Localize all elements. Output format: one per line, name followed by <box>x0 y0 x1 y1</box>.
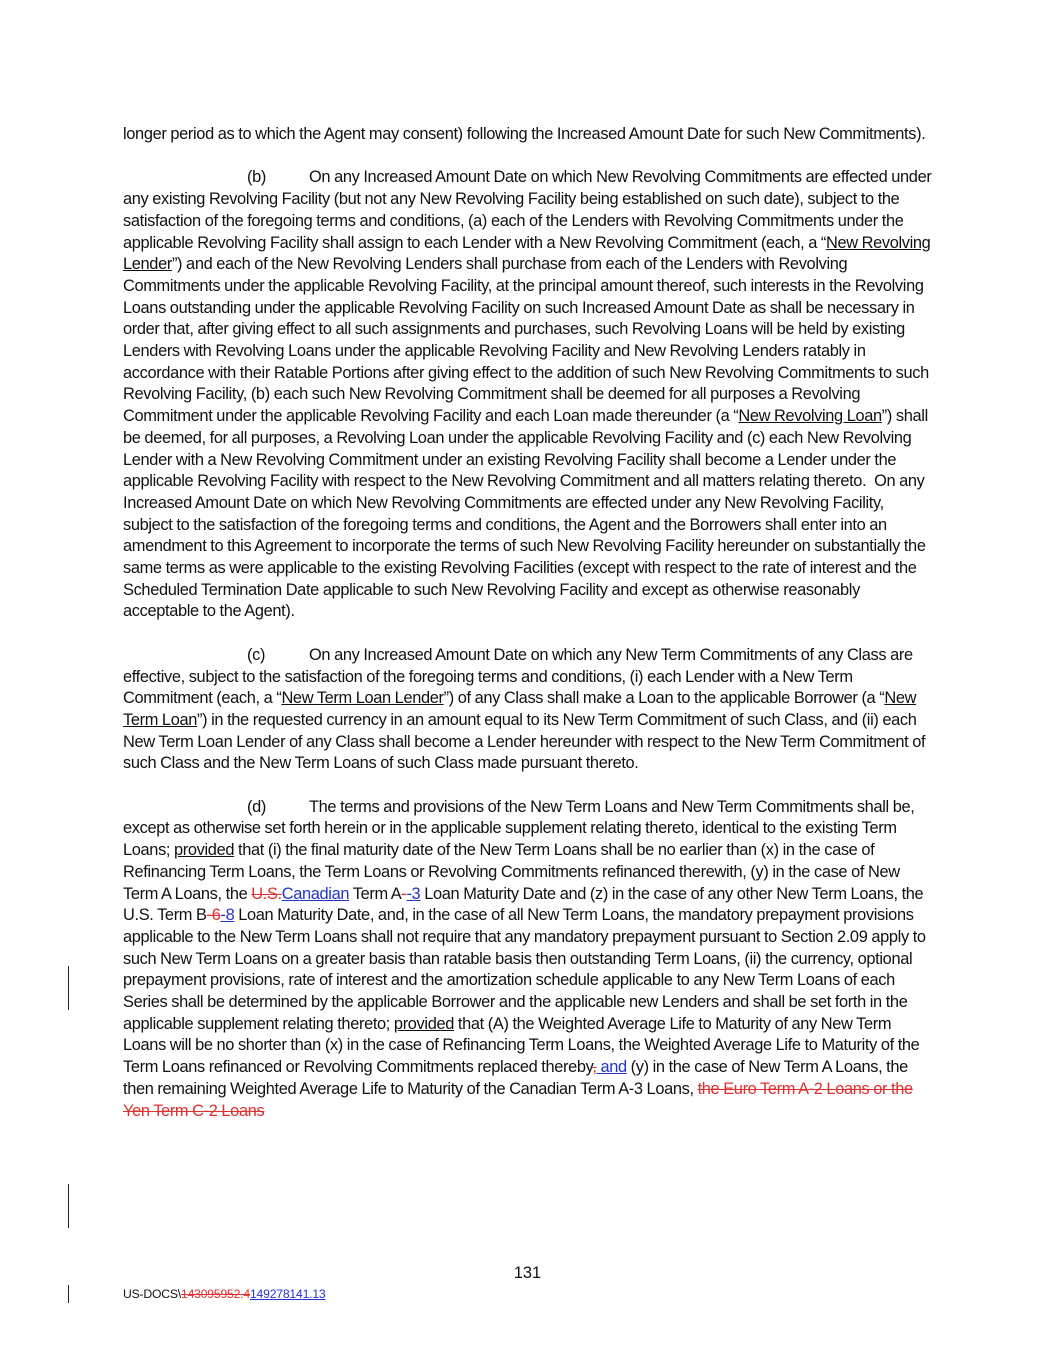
deleted-text: , <box>592 1058 597 1077</box>
doc-id-inserted: 149278141.13 <box>249 1287 326 1301</box>
deleted-text: the Euro Term A-2 Loans or the Yen Term C-2 Loans <box>123 1079 913 1120</box>
defined-term: New Revolving Loan <box>738 407 882 426</box>
change-bar <box>68 1285 69 1303</box>
text: ”) of any Class shall make a Loan to the applicable Borrower (a “ <box>443 689 885 708</box>
text: The terms and provisions of the New Term Loans and New Term Commitments shall be, except as otherwise set forth herein or in the applicable supplement relating thereto, identical to the existing Term Loans; <box>123 797 915 860</box>
paragraph-c <box>123 645 933 775</box>
defined-term: New Revolving Lender <box>123 233 931 274</box>
text: ”) shall be deemed, for all purposes, a Revolving Loan under the applicable Revolving Facility and (c) each New Revolving Lender with a New Revolving Commitment under an existing Revolving Facility shall become a Lender under the applicable Revolving Facility with respect to the New Revolving Commitment and all matters relating thereto. On any Increased Amount Date on which New Revolving Commitments are effected under any New Revolving Facility, subject to the satisfaction of the foregoing terms and conditions, the Agent and the Borrowers shall enter into an amendment to this Agreement to incorporate the terms of such New Revolving Facility hereunder on substantially the same terms as were applicable to the existing Revolving Facilities (except with respect to the rate of interest and the Scheduled Termination Date applicable to such New Revolving Facility and except as otherwise reasonably acceptable to the Agent). <box>123 407 928 621</box>
text: Loan Maturity Date and (z) in the case of any other New Term Loans, the U.S. Term B <box>123 884 924 925</box>
deleted-text: U.S. <box>251 884 282 903</box>
paragraph-label: (b) <box>247 168 266 187</box>
document-id <box>123 1287 326 1301</box>
change-bar <box>68 966 69 1010</box>
emphasis-provided: provided <box>393 1014 454 1033</box>
text: Term A <box>349 884 402 903</box>
deleted-text: - <box>401 884 407 903</box>
doc-id-prefix: US-DOCS\ <box>123 1287 181 1301</box>
text: longer period as to which the Agent may consent) following the Increased Amount Date for such New Commitments). <box>123 125 926 143</box>
text: ”) in the requested currency in an amount equal to its New Term Commitment of such Class, and (ii) each New Term Loan Lender of any Class shall become a Lender hereunder with respect to the New Term Commitment of such Class and the New Term Loans of such Class made pursuant thereto. <box>123 710 926 773</box>
text: On any Increased Amount Date on which any New Term Commitments of any Class are effective, subject to the satisfaction of the foregoing terms and conditions, (i) each Lender with a New Term Commitment (each, a “ <box>123 645 913 708</box>
emphasis-provided: provided <box>174 841 235 860</box>
deleted-text: -6 <box>206 906 221 925</box>
text: ”) and each of the New Revolving Lenders shall purchase from each of the Lenders with Revolving Commitments under the applicable Revolving Facility, at the principal amount thereof, such interests in the Revolving Loans outstanding under the applicable Revolving Facility on such Increased Amount Date as shall be necessary in order that, after giving effect to all such assignments and purchases, such Revolving Loans will be held by existing Lenders with Revolving Loans under the applicable Revolving Facility and New Revolving Lenders ratably in accordance with their Ratable Portions after giving effect to the addition of such New Revolving Commitments to such Revolving Facility, (b) each such New Revolving Commitment shall be deemed for all purposes a Revolving Commitment under the applicable Revolving Facility and each Loan made thereunder (a “ <box>123 255 929 426</box>
text: that (i) the final maturity date of the New Term Loans shall be no earlier than (x) in the case of Refinancing Term Loans, the Term Loans or Revolving Commitments refinanced therewith, (y) in the case of New Term A Loans, the <box>123 841 900 903</box>
defined-term: New Term Loan <box>123 689 917 729</box>
text: On any Increased Amount Date on which New Revolving Commitments are effected under any existing Revolving Facility (but not any New Revolving Facility being established on such date), subject to the satisfaction of the foregoing terms and conditions, (a) each of the Lenders with Revolving Commitments under the applicable Revolving Facility shall assign to each Lender with a New Revolving Commitment (each, a “ <box>123 168 932 252</box>
paragraph-label: (d) <box>247 797 266 816</box>
change-bar <box>68 1184 69 1228</box>
inserted-text: -8 <box>220 906 235 925</box>
text: (y) in the case of New Term A Loans, the then remaining Weighted Average Life to Maturity of the Canadian Term A-3 Loans, <box>123 1058 908 1098</box>
inserted-text: Canadian <box>281 884 350 903</box>
paragraph-label: (c) <box>247 645 266 664</box>
inserted-text: -3 <box>406 884 421 903</box>
defined-term: New Term Loan Lender <box>281 689 444 708</box>
document-body <box>123 124 933 1122</box>
text: that (A) the Weighted Average Life to Maturity of any New Term Loans will be no shorter than (x) in the case of Refinancing Term Loans, the Weighted Average Life to Maturity of the Term Loans refinanced or Revolving Commitments replaced thereby <box>123 1014 920 1077</box>
inserted-text: and <box>596 1058 627 1077</box>
paragraph-b <box>123 167 933 623</box>
page-number: 131 <box>513 1264 542 1282</box>
doc-id-deleted: 143095952.4 <box>181 1287 250 1301</box>
text: Loan Maturity Date, and, in the case of all New Term Loans, the mandatory prepayment provisions applicable to the New Term Loans shall not require that any mandatory prepayment pursuant to Section 2.09 apply to such New Term Loans on a greater basis than ratable basis then outstanding Term Loans, (ii) the currency, optional prepayment provisions, rate of interest and the amortization schedule applicable to any New Term Loans of each Series shall be determined by the applicable Borrower and the applicable new Lenders and shall be set forth in the applicable supplement relating thereto; <box>123 906 926 1033</box>
paragraph-intro <box>123 124 933 146</box>
paragraph-d <box>123 797 933 1123</box>
